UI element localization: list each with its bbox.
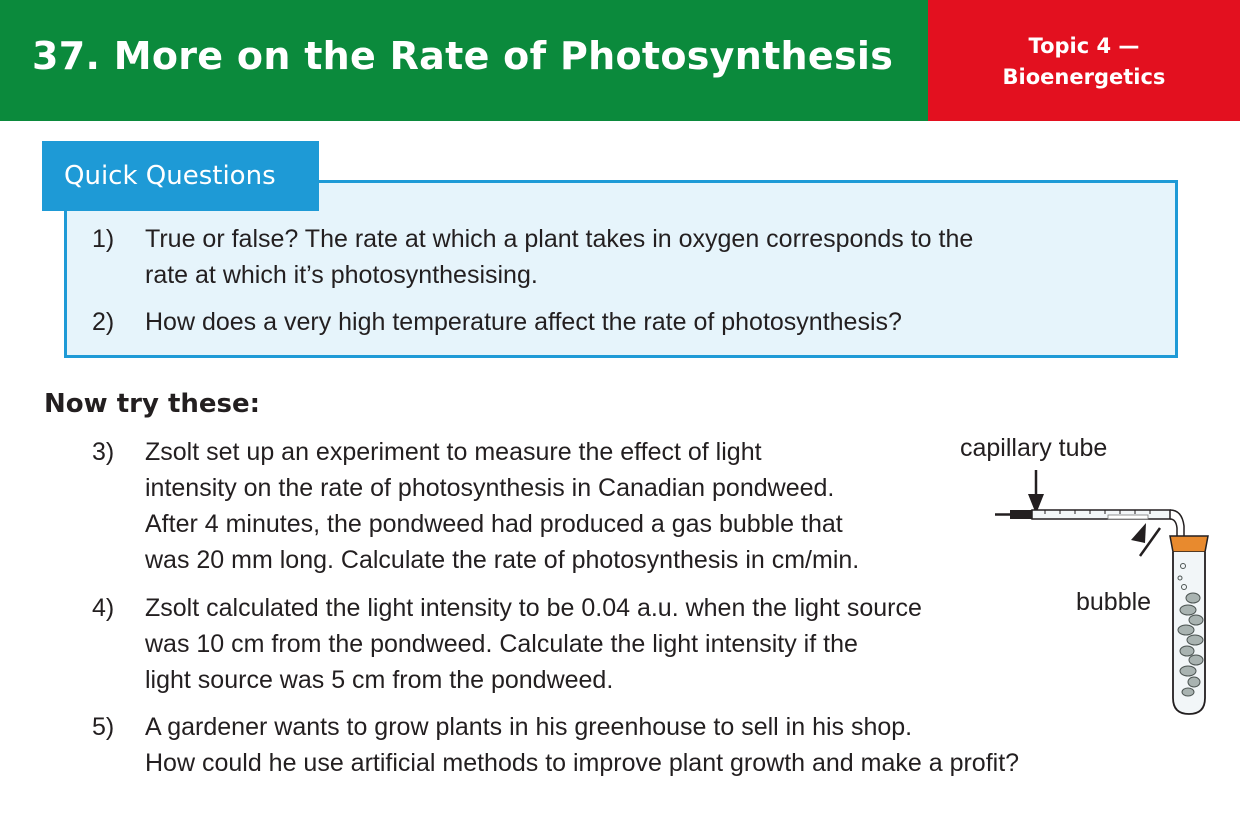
question-number: 2) [92,308,115,336]
question-number: 1) [92,225,115,253]
question-line: intensity on the rate of photosynthesis in Canadian pondweed. [145,474,835,502]
bubble-arrow-head-visible [1131,523,1146,543]
capillary-tube-label: capillary tube [960,434,1108,462]
capillary-tube [1032,510,1170,519]
question-line: rate at which it’s photosynthesising. [145,261,538,289]
question-line: Zsolt set up an experiment to measure the effect of light [145,438,762,466]
question-line: Zsolt calculated the light intensity to be 0.04 a.u. when the light source [145,594,922,622]
question-text [145,434,859,578]
question-line: A gardener wants to grow plants in his greenhouse to sell in his shop. [145,713,913,741]
question-text [145,709,1019,781]
test-tube-stopper [1170,536,1208,552]
question-text [145,221,973,293]
topic-label [928,31,1240,93]
question-line: light source was 5 cm from the pondweed. [145,666,614,694]
question-number: 4) [92,594,115,622]
bubble-label: bubble [1076,588,1152,616]
question-line: was 20 mm long. Calculate the rate of photosynthesis in cm/min. [145,546,860,574]
syringe-connector [1010,510,1032,519]
question-line: How does a very high temperature affect the rate of photosynthesis? [145,308,902,336]
topic-name: Bioenergetics [1002,65,1166,89]
question-number: 5) [92,713,115,741]
now-try-heading: Now try these: [44,389,261,419]
quick-questions-label: Quick Questions [64,161,276,191]
question-line: was 10 cm from the pondweed. Calculate the light intensity if the [145,630,858,658]
topic-band [928,0,1240,121]
question-line: How could he use artificial methods to improve plant growth and make a profit? [145,749,1020,777]
question-line: True or false? The rate at which a plant takes in oxygen corresponds to the [145,225,974,253]
quick-questions-tab [42,141,319,211]
question-text [145,590,922,698]
topic-number: Topic 4 — [1028,34,1140,58]
photosynthesis-apparatus-diagram [950,430,1230,730]
gas-bubble [1108,515,1148,519]
question-line: After 4 minutes, the pondweed had produced a gas bubble that [145,510,843,538]
apparatus-drawing [950,430,1230,730]
page-title: 37. More on the Rate of Photosynthesis [32,34,894,78]
page-header [0,0,1240,121]
question-number: 3) [92,438,115,466]
header-title-band [0,0,928,121]
question-text [145,304,902,340]
